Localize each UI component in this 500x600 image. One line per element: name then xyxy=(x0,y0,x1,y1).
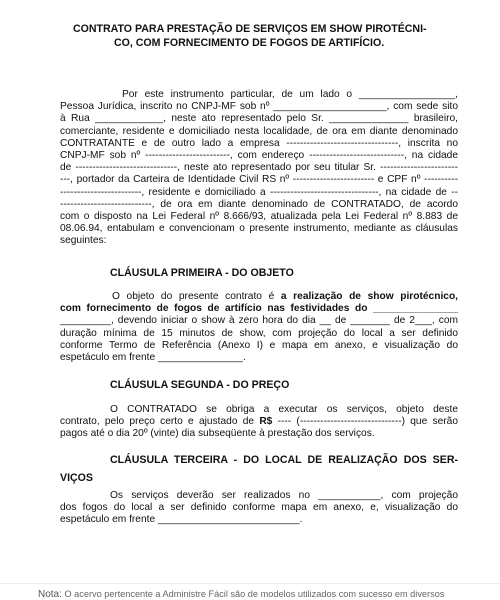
clause-3-heading-line: VIÇOS xyxy=(60,472,93,484)
note-text: O acervo pertencente a Administre Fácil são de modelos utilizados com sucesso em diversos xyxy=(64,589,445,599)
clause-2-line xyxy=(60,416,458,428)
title-line-1: CONTRATO PARA PRESTAÇÃO DE SERVIÇOS EM SHOW PIROTÉCNI- xyxy=(73,23,427,35)
intro-paragraph xyxy=(60,89,458,248)
intro-line: de ------------------------------, neste ato representado por seu titular Sr. ----------------------- xyxy=(60,162,458,174)
clause-1-line xyxy=(60,291,458,303)
clause-1-line: conforme Termo de Referência (Anexo I) e mapa em anexo, e visualização do xyxy=(60,339,458,351)
clause-3-line: Os serviços deverão ser realizados no ___________, com projeção xyxy=(110,490,458,501)
note-label: Nota: xyxy=(38,589,62,600)
contract-title xyxy=(73,22,465,50)
intro-line: ---------------------------, de ora em diante denominado de CONTRATADO, de acordo xyxy=(60,198,458,210)
intro-line: CONTRATANTE e de outro lado a empresa ---------------------------------, inscrita no xyxy=(60,137,458,149)
clause-1-line: com fornecimento de fogos de artifício nas festividades do _______________ xyxy=(60,303,458,315)
clause-2-heading: CLÁUSULA SEGUNDA - DO PREÇO xyxy=(110,379,290,391)
intro-line: Pessoa Jurídica, inscrito no CNPJ-MF sob nº ____________________, com sede sito xyxy=(60,101,458,113)
clause-1-text: O objeto do presente contrato é xyxy=(112,291,281,302)
clause-1-object: a realização de show pirotécnico, xyxy=(280,291,458,302)
intro-line: 08.06.94, entabulam e convencionam o presente instrumento, mediante as cláusulas xyxy=(60,223,458,235)
clause-1-paragraph xyxy=(60,291,458,364)
intro-line: seguintes: xyxy=(60,235,107,247)
clause-1-line: espetáculo em frente _______________. xyxy=(60,352,246,364)
clause-2-text: ---- (------------------------------) que serão xyxy=(272,416,458,428)
clause-3-heading-line: CLÁUSULA TERCEIRA - DO LOCAL DE REALIZAÇÃO DOS SER- xyxy=(110,454,458,466)
clause-1-line: duração mínima de 15 minutos de show, com projeção do local a ser definido xyxy=(60,327,458,339)
clause-3-paragraph xyxy=(60,490,458,527)
clause-3-line: dos fogos do local a ser definido conforme mapa em anexo, e, visualização do xyxy=(60,502,458,514)
clause-2-line: pagos até o dia 20º (vinte) dia subseqüente à prestação dos serviços. xyxy=(60,428,375,440)
footer-divider xyxy=(0,583,500,584)
intro-line: ---, portador da Carteira de Identidade Civil RS nº ------------------------ e CPF nº ---------- xyxy=(60,174,458,186)
clause-1-line: _________, devendo iniciar o show à zero hora do dia __ de _______ de 2___, com xyxy=(60,315,458,327)
clause-3-line: espetáculo em frente _________________________. xyxy=(60,514,303,526)
clause-2-text: contrato, pelo preço certo e ajustado de xyxy=(60,416,260,428)
clause-2-line: O CONTRATADO se obriga a executar os serviços, objeto deste xyxy=(110,404,458,415)
intro-line: CNPJ-MF sob nº -------------------------, com endereço ----------------------------, na cidade xyxy=(60,150,458,162)
title-line-2: CO, COM FORNECIMENTO DE FOGOS DE ARTIFÍCIO. xyxy=(114,37,385,49)
intro-line: à Rua ____________, neste ato representado pelo Sr. ______________ brasileiro, xyxy=(60,113,458,125)
footer-note xyxy=(38,589,500,600)
intro-line: com o disposto na Lei Federal nº 8.666/93, atualizada pela Lei Federal nº 8.883 de xyxy=(60,211,458,223)
clause-3-heading xyxy=(60,453,458,485)
intro-line: comerciante, residente e domiciliado nesta localidade, de ora em diante denominado xyxy=(60,125,458,137)
intro-line: ------------------------, residente e domiciliado a --------------------------------, na cidade de -- xyxy=(60,186,458,198)
currency-symbol: R$ xyxy=(259,416,273,428)
clause-1-heading: CLÁUSULA PRIMEIRA - DO OBJETO xyxy=(110,267,294,279)
clause-2-paragraph xyxy=(60,404,458,441)
intro-line: Por este instrumento particular, de um lado o _________________, xyxy=(122,89,458,100)
